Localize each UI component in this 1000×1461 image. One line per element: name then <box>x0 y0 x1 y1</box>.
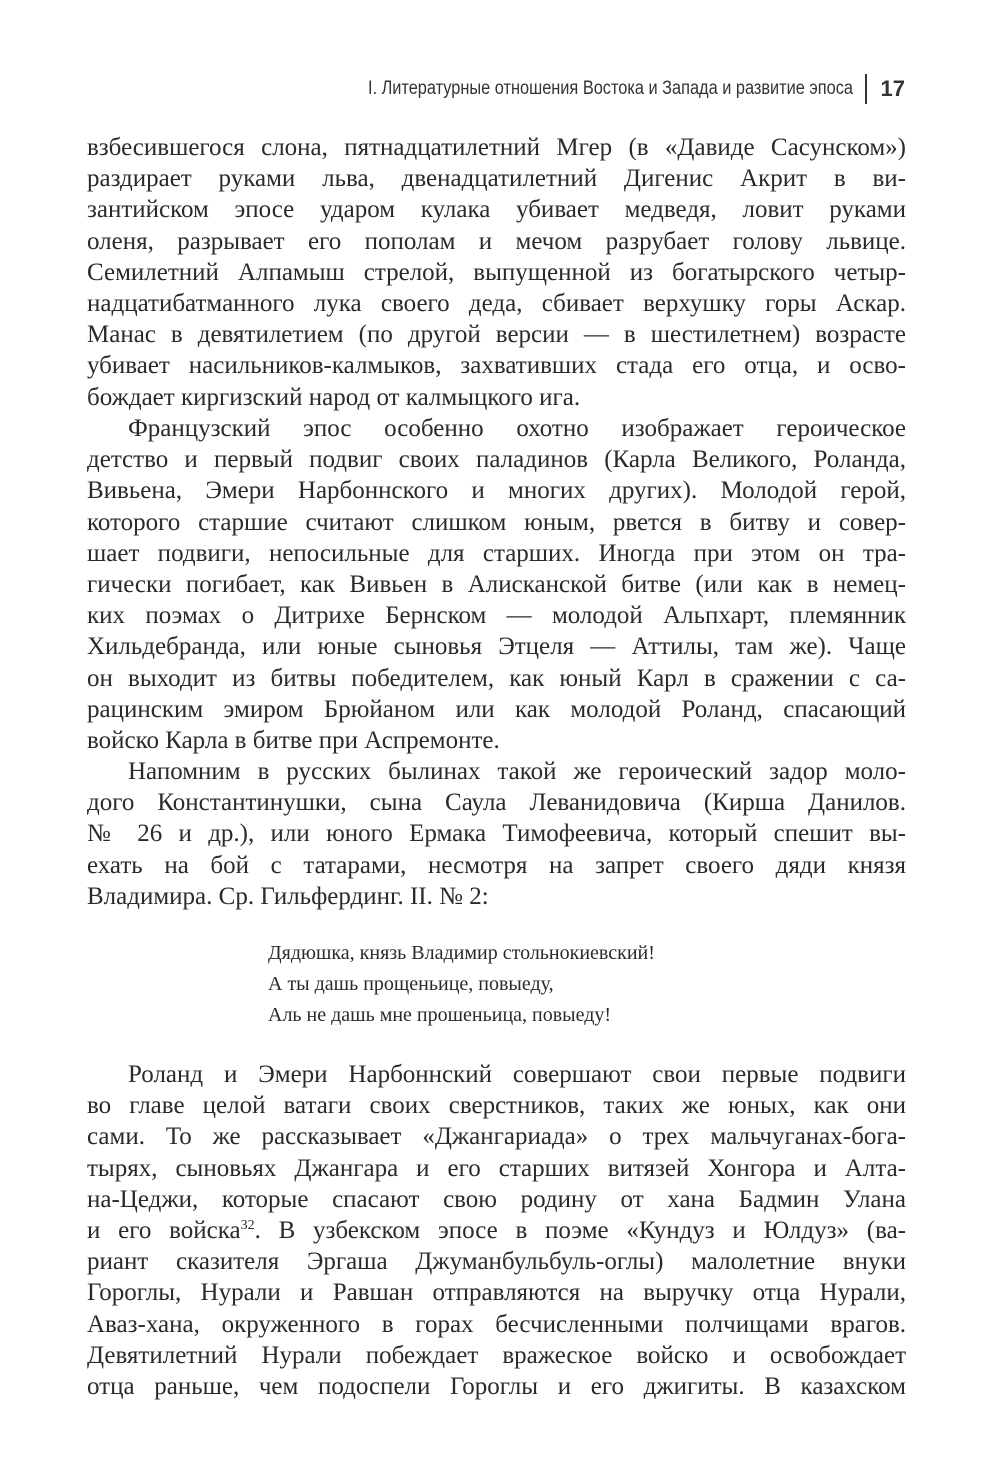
paragraph-1 <box>87 132 906 413</box>
text-line: Гороглы, Нурали и Равшан отправляются на выручку отца Нурали, <box>87 1279 906 1307</box>
text-line: он выходит из битвы победителем, как юный Карл в сражении с са- <box>87 664 906 692</box>
running-title: I. Литературные отношения Востока и Запада и развитие эпоса <box>367 78 853 99</box>
text-line: оленя, разрывает его пополам и мечом разрубает голову львице. <box>87 227 906 255</box>
text-line: Аваз-хана, окруженного в горах бесчисленными полчищами врагов. <box>87 1310 906 1338</box>
paragraph-4 <box>87 1059 906 1402</box>
text-line: на-Цеджи, которые спасают свою родину от хана Бадмин Улана <box>87 1185 906 1213</box>
text-line: Роланд и Эмери Нарбоннский совершают свои первые подвиги <box>128 1061 906 1088</box>
text-line: рацинским эмиром Брюйаном или как молодой Роланд, спасающий <box>87 695 906 723</box>
text-line: Владимира. Ср. Гильфердинг. II. № 2: <box>87 882 489 910</box>
text-line: шает подвиги, непосильные для старших. Иногда при этом он тра- <box>87 539 906 567</box>
text-line: Девятилетний Нурали побеждает вражеское войско и освобождает <box>87 1341 906 1369</box>
text-line: Вивьена, Эмери Нарбоннского и многих других). Молодой герой, <box>87 477 906 505</box>
text-line: отца раньше, чем подоспели Гороглы и его джигиты. В казахском <box>87 1372 906 1400</box>
text-segment: и его войска <box>87 1216 241 1244</box>
paragraph-2 <box>87 413 906 756</box>
paragraph-3 <box>87 756 906 912</box>
text-line: сами. То же рассказывает «Джангариада» о трех мальчуганах-бога- <box>87 1123 906 1151</box>
text-line: гически погибает, как Вивьен в Алисканской битве (или как в немец- <box>87 570 906 598</box>
text-line: тырях, сыновьях Джангара и его старших витязей Хонгора и Алта- <box>87 1154 906 1182</box>
text-line: раздирает руками льва, двенадцатилетний Дигенис Акрит в ви- <box>87 165 906 193</box>
header-divider <box>865 74 867 104</box>
text-line: которого старшие считают слишком юным, рвется в битву и совер- <box>87 508 906 536</box>
text-line: риант сказителя Эргаша Джуманбульбуль-оглы) малолетние внуки <box>87 1248 906 1276</box>
footnote-marker[interactable]: 32 <box>240 1217 255 1233</box>
text-line: зантийском эпосе ударом кулака убивает медведя, ловит руками <box>87 196 906 224</box>
text-line: № 26 и др.), или юного Ермака Тимофеевича, который спешит вы- <box>87 820 906 848</box>
text-line: Манас в девятилетием (по другой версии — в шестилетнем) возрасте <box>87 321 906 349</box>
text-line-with-footnote <box>87 1215 906 1246</box>
text-line: во главе целой ватаги своих сверстников, таких же юных, как они <box>87 1092 906 1120</box>
verse-line: А ты дашь прощеньице, повыеду, <box>268 973 554 995</box>
verse-line: Аль не дашь мне прошеньица, повыеду! <box>268 1004 612 1026</box>
text-line: Напомним в русских былинах такой же героический задор моло- <box>128 758 906 785</box>
text-line: взбесившегося слона, пятнадцатилетний Мгер (в «Давиде Сасунском») <box>87 134 906 161</box>
text-line: бождает киргизский народ от калмыцкого ига. <box>87 383 581 411</box>
text-line: детство и первый подвиг своих паладинов (Карла Великого, Роланда, <box>87 446 906 474</box>
text-line: ких поэмах о Дитрихе Бернском — молодой Альпхарт, племянник <box>87 602 906 630</box>
text-line: убивает насильников-калмыков, захвативших стада его отца, и осво- <box>87 352 906 380</box>
text-line: Хильдебранда, или юные сыновья Этцеля — Аттилы, там же). Чаще <box>87 633 906 661</box>
text-line: ехать на бой с татарами, несмотря на запрет своего дяди князя <box>87 851 906 879</box>
verse-quote <box>268 938 655 1031</box>
text-line: войско Карла в битве при Аспремонте. <box>87 726 500 754</box>
text-line: Семилетний Алпамыш стрелой, выпущенной из богатырского четыр- <box>87 258 906 286</box>
text-line: дого Константинушки, сына Саула Леванидовича (Кирша Данилов. <box>87 789 906 817</box>
text-line: Французский эпос особенно охотно изображает героическое <box>128 415 906 442</box>
verse-line: Дядюшка, князь Владимир стольнокиевский! <box>268 942 655 964</box>
text-segment: . В узбекском эпосе в поэме «Кундуз и Юлдуз» (ва- <box>254 1216 906 1244</box>
page-number: 17 <box>880 76 905 101</box>
text-line: надцатибатманного лука своего деда, сбивает верхушку горы Аскар. <box>87 289 906 317</box>
running-header <box>289 72 905 106</box>
